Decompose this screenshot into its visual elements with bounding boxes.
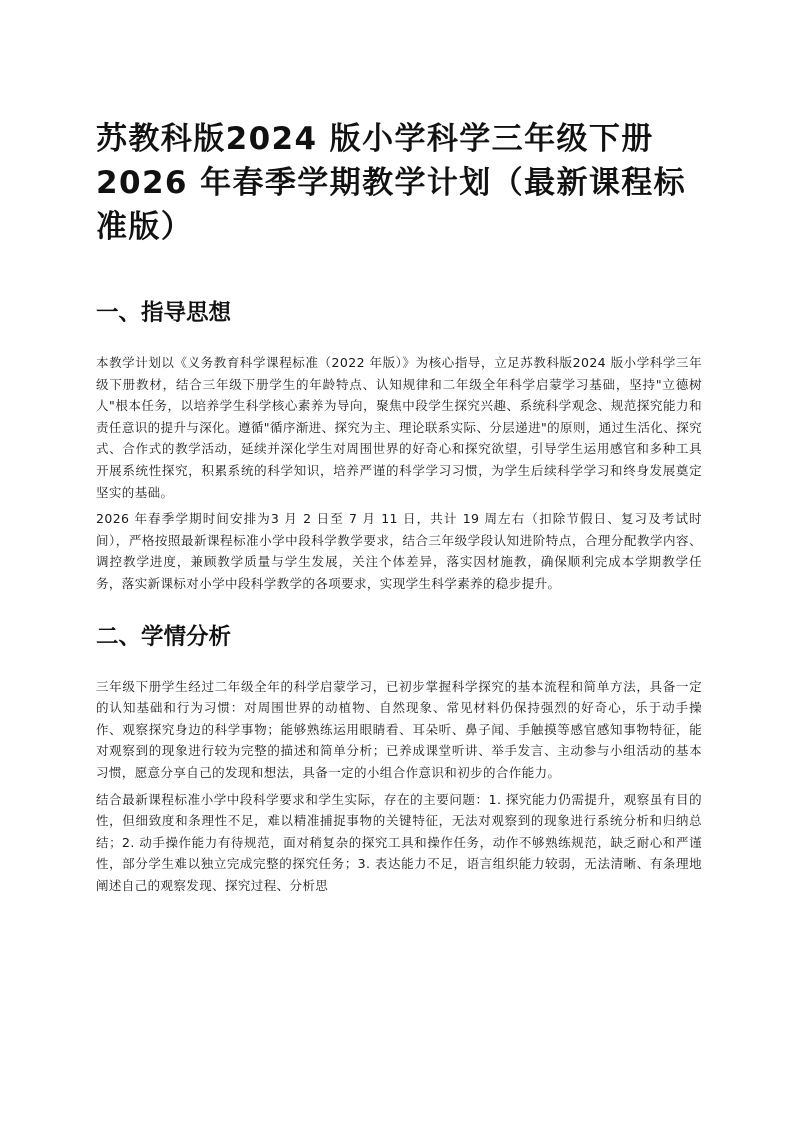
section-heading-student-analysis: 二、学情分析 xyxy=(96,623,232,650)
document-title: 苏教科版2024 版小学科学三年级下册2026 年春季学期教学计划（最新课程标准版） xyxy=(96,121,687,245)
paragraph: 三年级下册学生经过二年级全年的科学启蒙学习，已初步掌握科学探究的基本流程和简单方法，具备一定的认知基础和行为习惯：对周围世界的动植物、自然现象、常见材料仍保持强烈的好奇心，乐于动手操作、观察探究身边的科学事物；能够熟练运用眼睛看、耳朵听、鼻子闻、手触摸等感官感知事物特征，能对观察到的现象进行较为完整的描述和简单分析；已养成课堂听讲、举手发言、主动参与小组活动的基本习惯，愿意分享自己的发现和想法，具备一定的小组合作意识和初步的合作能力。 xyxy=(96,678,702,780)
paragraph: 结合最新课程标准小学中段科学要求和学生实际，存在的主要问题：1. 探究能力仍需提升，观察虽有目的性，但细致度和条理性不足，难以精准捕捉事物的关键特征，无法对观察到的现象进行系统分析和归纳总结；2. 动手操作能力有待规范，面对稍复杂的探究工具和操作任务，动作不够熟练规范，缺乏耐心和严谨性，部分学生难以独立完成完整的探究任务；3. 表达能力不足，语言组织能力较弱，无法清晰、有条理地阐述自己的观察发现、探究过程、分析思 xyxy=(96,791,702,893)
paragraph: 本教学计划以《义务教育科学课程标准（2022 年版）》为核心指导，立足苏教科版2024 版小学科学三年级下册教材，结合三年级下册学生的年龄特点、认知规律和二年级全年科学启蒙学习基础，坚持"立德树人"根本任务，以培养学生科学核心素养为导向，聚焦中段学生探究兴趣、系统科学观念、规范探究能力和责任意识的提升与深化。遵循"循序渐进、探究为主、理论联系实际、分层递进"的原则，通过生活化、探究式、合作式的教学活动，延续并深化学生对周围世界的好奇心和探究欲望，引导学生运用感官和多种工具开展系统性探究，积累系统的科学知识，培养严谨的科学学习习惯，为学生后续科学学习和终身发展奠定坚实的基础。 xyxy=(96,355,702,500)
section-heading-guiding-ideology: 一、指导思想 xyxy=(96,300,232,326)
paragraph: 2026 年春季学期时间安排为3 月 2 日至 7 月 11 日，共计 19 周左右（扣除节假日、复习及考试时间），严格按照最新课程标准小学中段科学教学要求，结合三年级学段认知进阶特点，合理分配教学内容、调控教学进度，兼顾教学质量与学生发展，关注个体差异，落实因材施教，确保顺利完成本学期教学任务，落实新课标对小学中段科学教学的各项要求，实现学生科学素养的稳步提升。 xyxy=(96,511,702,591)
